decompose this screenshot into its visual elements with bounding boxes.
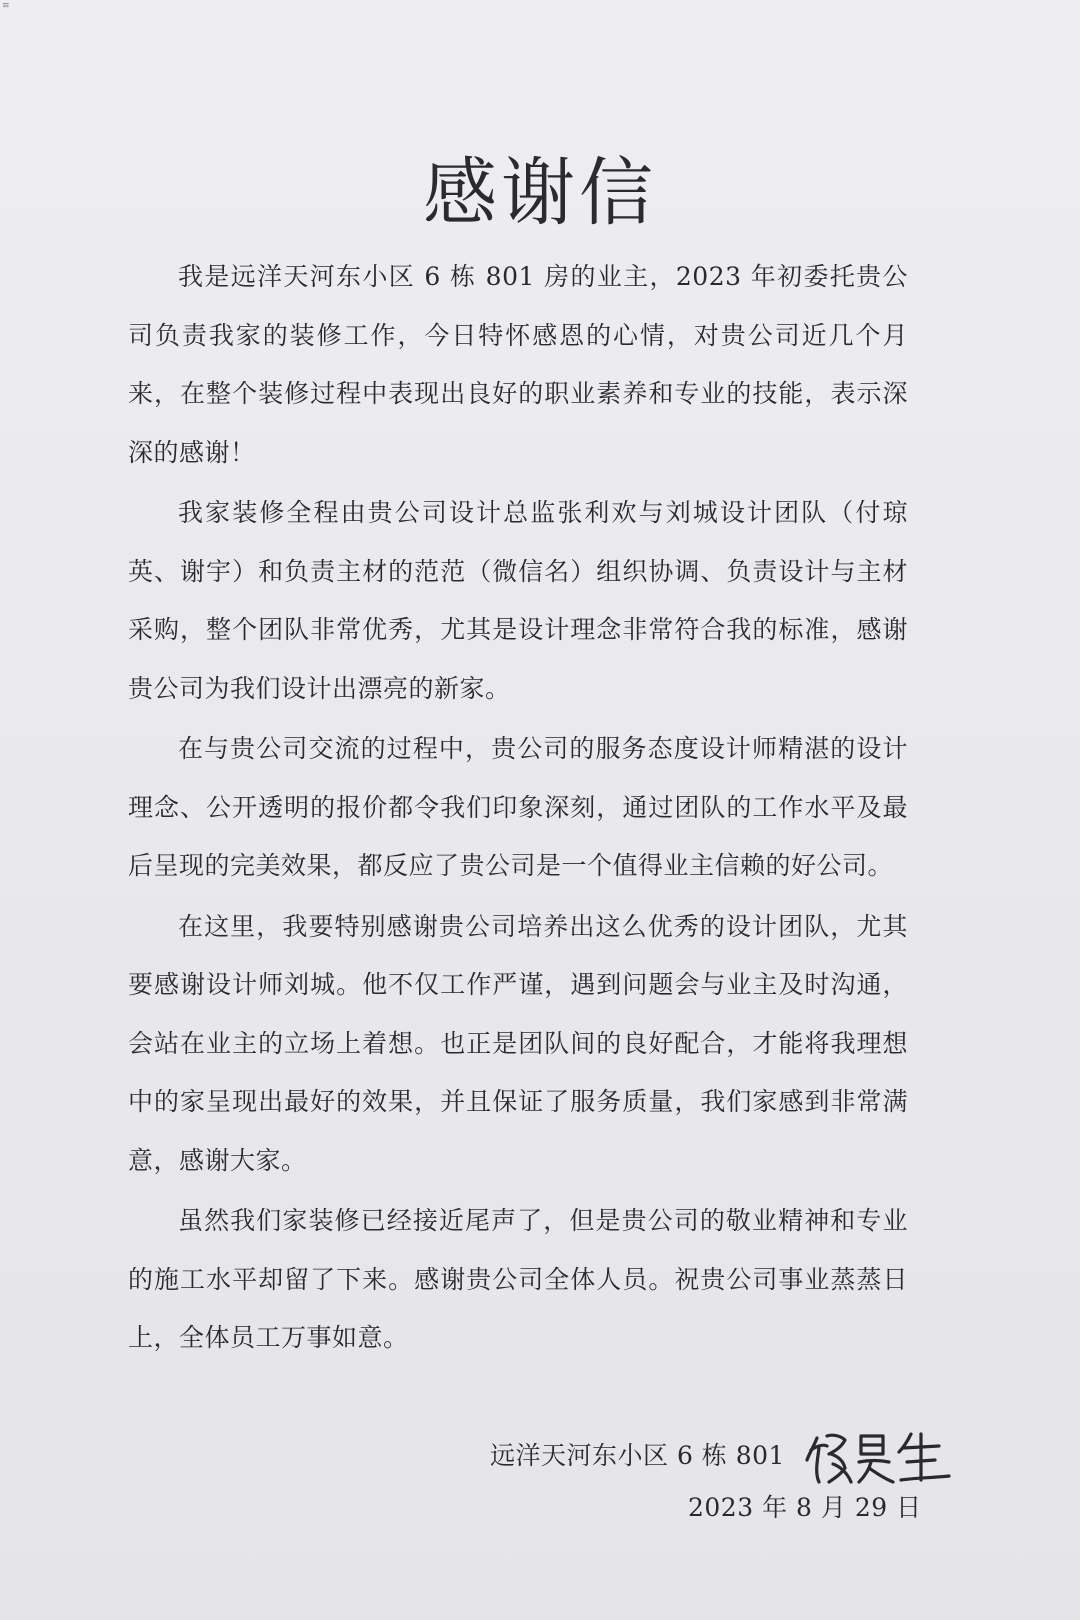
- paragraph-4: 在这里，我要特别感谢贵公司培养出这么优秀的设计团队，尤其要感谢设计师刘城。他不仅工作严谨，遇到问题会与业主及时沟通，会站在业主的立场上着想。也正是团队间的良好配合，才能将我理想中的家呈现出最好的效果，并且保证了服务质量，我们家感到非常满意，感谢大家。: [128, 911, 908, 1175]
- paragraph-3: 在与贵公司交流的过程中，贵公司的服务态度设计师精湛的设计理念、公开透明的报价都令我们印象深刻，通过团队的工作水平及最后呈现的完美效果，都反应了贵公司是一个值得业主信赖的好公司。: [128, 734, 908, 880]
- signature-address: 远洋天河东小区 6 栋 801: [490, 1441, 785, 1470]
- paragraph-2: 我家装修全程由贵公司设计总监张利欢与刘城设计团队（付琼英、谢宇）和负责主材的范范（微信名）组织协调、负责设计与主材采购，整个团队非常优秀，尤其是设计理念非常符合我的标准，感谢贵公司为我们设计出漂亮的新家。: [128, 498, 908, 703]
- corner-menu-icon: ≡: [2, 1, 10, 11]
- paragraph-1: 我是远洋天河东小区 6 栋 801 房的业主，2023 年初委托贵公司负责我家的装修工作，今日特怀感恩的心情，对贵公司近几个月来，在整个装修过程中表现出良好的职业素养和专业的技能，表示深深的感谢！: [128, 262, 908, 467]
- signature-date: 2023 年 8 月 29 日: [688, 1493, 922, 1522]
- letter-title: 感谢信: [423, 150, 657, 236]
- handwritten-signature-icon: [803, 1424, 953, 1488]
- paragraph-5: 虽然我们家装修已经接近尾声了，但是贵公司的敬业精神和专业的施工水平却留了下来。感谢贵公司全体人员。祝贵公司事业蒸蒸日上，全体员工万事如意。: [128, 1206, 908, 1352]
- letter-body: [128, 248, 908, 1370]
- signature-block: [490, 1428, 953, 1484]
